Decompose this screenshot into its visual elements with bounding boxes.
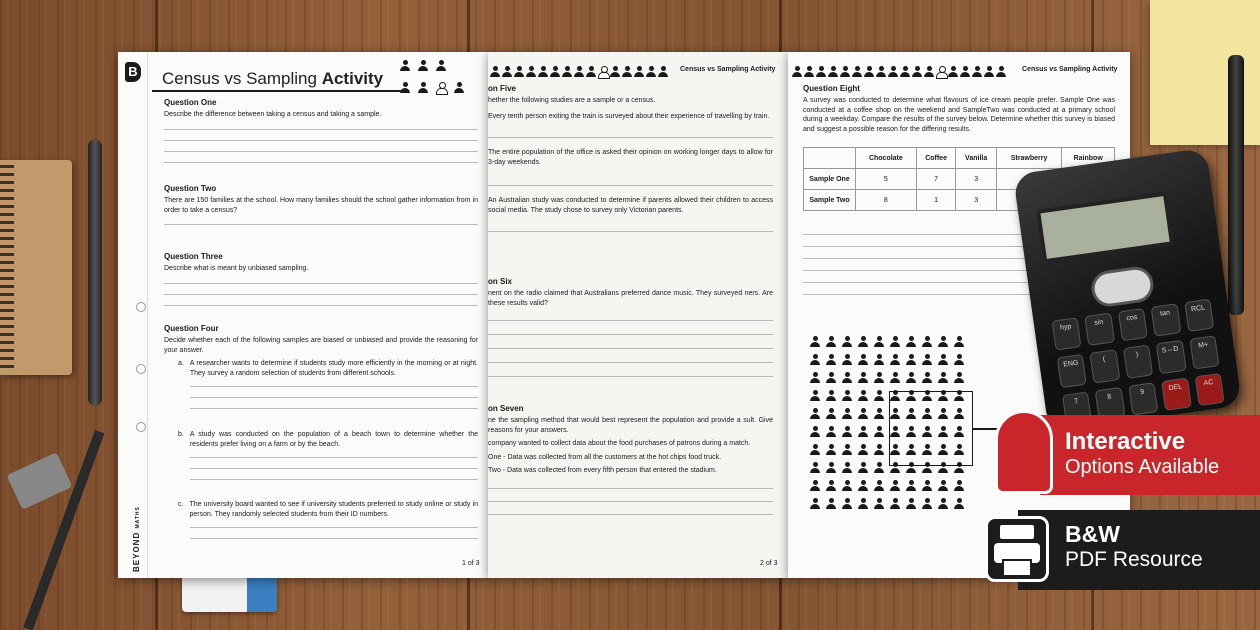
person-icon [938, 480, 950, 493]
person-icon [922, 480, 934, 493]
answer-lines-5b[interactable] [488, 185, 773, 186]
q4c-label: c. [178, 501, 184, 508]
q4c-text: The university board wanted to see if university students preferred to study online or study in person. They randomly selected students from their ID numbers. [189, 501, 478, 518]
printer-icon [985, 516, 1049, 582]
person-icon [810, 462, 822, 475]
answer-lines-5a[interactable] [488, 137, 773, 138]
person-icon [858, 480, 870, 493]
calculator-keypad[interactable] [1052, 299, 1225, 425]
question-four-heading: Question Four [164, 324, 219, 333]
person-icon [810, 390, 822, 403]
person-icon [906, 336, 918, 349]
person-icon [842, 498, 854, 511]
bw-badge-subtitle: PDF Resource [1065, 548, 1203, 571]
question-three-heading: Question Three [164, 252, 223, 261]
calculator-key[interactable]: hyp [1052, 317, 1082, 351]
person-icon [810, 444, 822, 457]
calculator-key[interactable]: 7 [1062, 391, 1092, 425]
person-icon [922, 372, 934, 385]
table-header: Rainbow [1062, 148, 1115, 169]
question-three-text: Describe what is meant by unbiased sampling. [164, 265, 309, 272]
person-icon [938, 372, 950, 385]
calculator-key[interactable]: sin [1085, 313, 1115, 347]
question-one-heading: Question One [164, 98, 217, 107]
person-icon [842, 408, 854, 421]
sharpener [7, 452, 73, 510]
calculator-key[interactable]: DEL [1161, 377, 1191, 411]
table-cell: 3 [956, 190, 996, 211]
person-icon [890, 336, 902, 349]
table-cell: 8 [856, 190, 917, 211]
q4b-label: b. [178, 431, 184, 438]
question-two-text: There are 150 families at the school. How many families should the school gather information from in order to take a census? [164, 197, 478, 214]
calculator-key[interactable]: 8 [1095, 386, 1125, 420]
table-header [804, 148, 856, 169]
person-icon [858, 498, 870, 511]
table-header: Vanilla [956, 148, 996, 169]
person-icon [810, 372, 822, 385]
person-icon [810, 354, 822, 367]
person-icon [858, 354, 870, 367]
worksheet-page-2 [488, 52, 788, 578]
answer-lines-3[interactable] [164, 283, 478, 306]
person-icon [874, 462, 886, 475]
person-icon [938, 354, 950, 367]
person-icon [874, 372, 886, 385]
answer-lines-4c[interactable] [190, 527, 478, 539]
person-icon [938, 336, 950, 349]
calculator-key[interactable]: S⇔D [1156, 340, 1186, 374]
question-seven-b: One - Data was collected from all the customers at the hot chips food truck. [488, 453, 722, 461]
calculator-key[interactable]: AC [1194, 373, 1224, 407]
pen-left [88, 140, 102, 405]
person-icon [906, 480, 918, 493]
table-cell: 3 [956, 169, 996, 190]
person-icon [938, 498, 950, 511]
question-eight-heading: Question Eight [803, 84, 860, 93]
person-icon [874, 408, 886, 421]
table-cell: 5 [856, 169, 917, 190]
person-icon [858, 444, 870, 457]
page-title [152, 66, 402, 92]
pen-right [1228, 55, 1244, 315]
answer-lines-2[interactable] [164, 224, 478, 225]
table-cell: Sample Two [804, 190, 856, 211]
sample-selection-box [889, 391, 973, 466]
question-seven-c: Two - Data was collected from every fifth person that entered the stadium. [488, 467, 717, 474]
person-icon [954, 336, 966, 349]
person-icon [842, 480, 854, 493]
person-icon [858, 408, 870, 421]
calculator-key[interactable]: RCL [1184, 299, 1214, 333]
notebook-spiral [0, 165, 14, 370]
person-icon [826, 408, 838, 421]
question-five-c: An Australian study was conducted to determine if parents allowed their children to access social media. The study chose to survey only Victorian parents. [488, 197, 773, 214]
q4a-text: A researcher wants to determine if students study more efficiently in the morning or at night. They survey a random selection of students from different schools. [189, 360, 478, 377]
question-eight-text: A survey was conducted to determine what flavours of ice cream people prefer. Sample One was conducted at a coffee shop on the weekend and SampleTwo was conducted at a primary school during a weekday. Compare the results of the survey below. Determine whether this survey is biased and suggest a possible reason for the differing results. [803, 97, 1115, 133]
person-icon [842, 462, 854, 475]
person-icon [874, 498, 886, 511]
interactive-badge[interactable] [1040, 415, 1260, 495]
left-margin [118, 52, 148, 578]
bw-badge-title: B&W [1065, 521, 1120, 547]
eraser [182, 572, 277, 612]
table-cell: 7 [916, 169, 956, 190]
brand-sub: MATHS [135, 506, 141, 529]
calculator-key[interactable]: ) [1123, 345, 1153, 379]
page-header: Census vs Sampling Activity [1022, 66, 1118, 73]
interactive-badge-title: Interactive [1065, 428, 1186, 455]
q4a-label: a. [178, 360, 184, 367]
person-icon [842, 444, 854, 457]
brand-vertical [132, 506, 141, 572]
question-seven-a: company wanted to collect data about the food purchases of patrons during a match. [488, 440, 751, 447]
question-five-heading: on Five [488, 84, 517, 93]
bw-pdf-badge[interactable] [1018, 510, 1260, 590]
person-icon [826, 372, 838, 385]
person-icon [874, 336, 886, 349]
person-icon [826, 336, 838, 349]
person-icon [906, 498, 918, 511]
q4b-text: A study was conducted on the population of a beach town to determine whether the residents prefer living on a farm or by the beach. [189, 431, 478, 448]
person-icon [858, 336, 870, 349]
person-icon [810, 408, 822, 421]
answer-lines-4b[interactable] [190, 457, 478, 480]
calculator [1013, 148, 1242, 433]
question-two-heading: Question Two [164, 184, 217, 193]
person-icon [826, 462, 838, 475]
question-four-a [178, 359, 478, 378]
person-icon [954, 354, 966, 367]
punch-hole-bottom [136, 422, 146, 432]
person-icon [826, 354, 838, 367]
pencil [23, 430, 104, 630]
answer-lines-6[interactable] [488, 320, 773, 377]
calculator-key[interactable]: ( [1090, 350, 1120, 384]
question-seven-heading: on Seven [488, 404, 524, 413]
person-icon [922, 336, 934, 349]
answer-lines-5c[interactable] [488, 231, 773, 232]
person-icon [874, 390, 886, 403]
person-icon [826, 390, 838, 403]
brand-name: BEYOND [132, 531, 141, 572]
logo-icon: B [125, 62, 141, 82]
table-header: Chocolate [856, 148, 917, 169]
person-icon [874, 354, 886, 367]
question-five-b: The entire population of the office is asked their opinion on working longer days to allow for 3-day weekends. [488, 149, 773, 166]
question-five-text: hether the following studies are a sample or a census. [488, 97, 656, 104]
person-icon [810, 336, 822, 349]
person-icon [810, 426, 822, 439]
person-icon [954, 372, 966, 385]
question-four-c [178, 500, 478, 519]
person-icon [954, 498, 966, 511]
touch-hand-icon [995, 410, 1053, 494]
title-main: Census vs Sampling [162, 69, 317, 88]
question-four-b [178, 430, 478, 449]
question-five-a: Every tenth person exiting the train is surveyed about their experience of travelling by train. [488, 112, 770, 120]
answer-lines-4a[interactable] [190, 386, 478, 409]
person-icon [842, 336, 854, 349]
calculator-key[interactable]: 9 [1128, 382, 1158, 416]
person-icon [842, 426, 854, 439]
person-icon [858, 426, 870, 439]
calculator-key[interactable]: tan [1151, 303, 1181, 337]
calculator-key[interactable]: cos [1118, 308, 1148, 342]
person-icon [874, 444, 886, 457]
person-icon [922, 498, 934, 511]
answer-lines-1[interactable] [164, 129, 478, 163]
person-icon [858, 462, 870, 475]
person-icon [954, 480, 966, 493]
person-icon [906, 372, 918, 385]
person-icon [842, 390, 854, 403]
punch-hole-top [136, 302, 146, 312]
person-icon [842, 354, 854, 367]
person-icon [826, 480, 838, 493]
person-icon [890, 372, 902, 385]
question-seven-text: ne the sampling method that would best represent the population and provide a sult. Give reasons for your answers. [488, 417, 773, 434]
person-icon [858, 390, 870, 403]
punch-hole-mid [136, 364, 146, 374]
table-cell: 1 [916, 190, 956, 211]
table-header-row [804, 148, 1115, 169]
people-icon-row [490, 64, 670, 82]
title-bold: Activity [321, 69, 384, 88]
person-icon [842, 372, 854, 385]
person-icon [890, 480, 902, 493]
person-icon [810, 480, 822, 493]
calculator-screen [1036, 192, 1174, 264]
page-number: 2 of 3 [760, 560, 778, 567]
question-one-text: Describe the difference between taking a census and taking a sample. [164, 111, 382, 118]
people-icon-row [792, 64, 1016, 82]
page-number: 1 of 3 [462, 560, 480, 567]
person-icon [810, 498, 822, 511]
worksheet-page-1 [118, 52, 490, 578]
person-icon [826, 444, 838, 457]
answer-lines-7[interactable] [488, 488, 773, 515]
calculator-dpad[interactable] [1089, 265, 1155, 309]
person-icon [890, 498, 902, 511]
page-header: Census vs Sampling Activity [680, 66, 776, 73]
calculator-key[interactable]: M+ [1189, 336, 1219, 370]
person-icon [858, 372, 870, 385]
person-icon [826, 426, 838, 439]
question-six-text: nent on the radio claimed that Australians preferred dance music. They surveyed ners. Are these results valid? [488, 290, 773, 307]
person-icon [890, 354, 902, 367]
interactive-badge-subtitle: Options Available [1065, 456, 1220, 478]
calculator-key[interactable]: ENG [1057, 354, 1087, 388]
question-six-heading: on Six [488, 277, 513, 286]
person-icon [922, 354, 934, 367]
table-header: Coffee [916, 148, 956, 169]
person-icon [874, 426, 886, 439]
question-four-text: Decide whether each of the following samples are biased or unbiased and provide the reasoning for your answer. [164, 337, 478, 354]
table-cell: Sample One [804, 169, 856, 190]
person-icon [906, 354, 918, 367]
person-icon [826, 498, 838, 511]
person-icon [874, 480, 886, 493]
table-header: Strawberry [996, 148, 1062, 169]
